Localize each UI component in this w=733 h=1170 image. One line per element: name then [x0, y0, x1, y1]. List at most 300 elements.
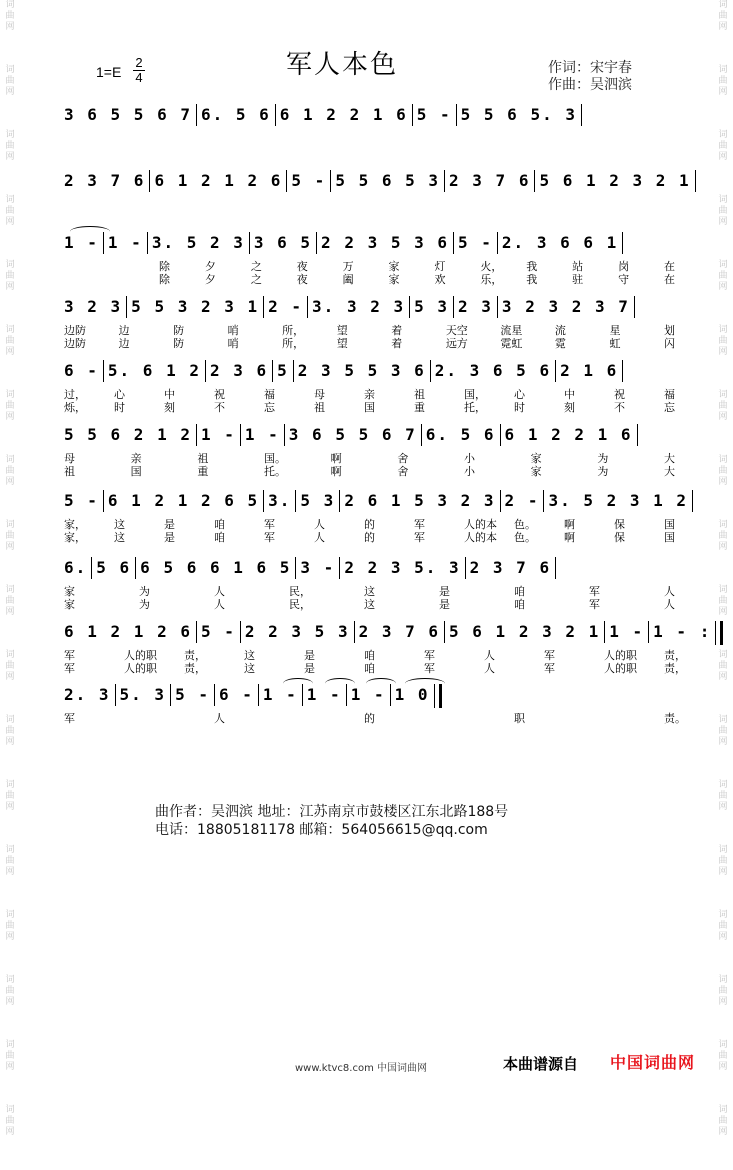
watermark-char: 曲: [718, 531, 728, 541]
lyric-syllable: 这: [244, 649, 255, 662]
lyric-syllable: 舍: [397, 452, 409, 465]
lyric-syllable: 祖: [64, 465, 75, 478]
lyric-syllable: 人的职: [604, 662, 637, 675]
lyric-syllable: 咱: [514, 585, 525, 598]
barline: [634, 296, 635, 318]
lyric-syllable: 这: [114, 518, 125, 531]
lyric-syllable: 人: [664, 598, 675, 611]
measure: 5 6 1 2 3 2 1: [449, 622, 601, 641]
watermark-group: [718, 390, 727, 423]
lyric-syllable: 的: [364, 712, 375, 725]
lyric-line: [64, 337, 680, 350]
measure: 5 3: [300, 491, 336, 510]
lyric-syllable: 啊: [564, 518, 575, 531]
lyric-syllable: 阖: [342, 273, 354, 286]
watermark-char: 曲: [718, 141, 728, 151]
barline: [465, 557, 466, 579]
lyric-syllable: 远方: [445, 337, 468, 350]
lyric-syllable: 职: [514, 712, 525, 725]
lyric-syllable: 国: [664, 518, 675, 531]
watermark-char: 词: [5, 585, 15, 595]
watermark-char: 曲: [5, 791, 15, 801]
watermark-char: 网: [5, 217, 15, 227]
watermark-char: 曲: [5, 1116, 15, 1126]
barline: [555, 360, 556, 382]
barline: [286, 170, 287, 192]
watermark-char: 曲: [5, 661, 15, 671]
watermark-char: 网: [5, 997, 15, 1007]
barline: [196, 621, 197, 643]
lyric-syllable: 霓虹: [500, 337, 523, 350]
lyric-syllable: 我: [526, 273, 538, 286]
watermark-char: 网: [718, 607, 728, 617]
lyric-syllable: 中: [164, 388, 175, 401]
measure: 6 1 2 2 1 6: [279, 105, 408, 124]
watermark-group: [5, 65, 14, 98]
watermark-group: [5, 520, 14, 553]
watermark-group: [718, 845, 727, 878]
measure: 5 -: [458, 233, 493, 252]
watermark-group: [718, 910, 727, 943]
watermark-char: 曲: [5, 596, 15, 606]
measure: 1 -: [200, 425, 236, 444]
barline: [430, 360, 431, 382]
watermark-char: 网: [5, 867, 15, 877]
notation-row: [64, 170, 691, 192]
lyric-syllable: 母: [314, 388, 325, 401]
lyric-syllable: 家: [388, 273, 400, 286]
watermark-char: 曲: [718, 921, 728, 931]
watermark-char: 曲: [5, 76, 15, 86]
measure: 5. 3: [119, 685, 167, 704]
staff-line: [64, 296, 680, 350]
lyric-syllable: 望: [336, 337, 348, 350]
lyric-syllable: 色。: [514, 518, 536, 531]
lyric-line: [64, 649, 686, 662]
measure: 5 5 6 5 3: [335, 171, 441, 190]
measure: 5 6: [96, 558, 132, 577]
measure: 6 1 2 2 1 6: [504, 425, 633, 444]
watermark-char: 网: [5, 152, 15, 162]
watermark-char: 网: [718, 152, 728, 162]
barline: [543, 490, 544, 512]
watermark-char: 网: [5, 1062, 15, 1072]
measure: 2 3 7 6: [469, 558, 552, 577]
measure: 3. 3 2 3: [312, 297, 406, 316]
barline: [103, 360, 104, 382]
lyric-syllable: 亲: [130, 452, 142, 465]
lyric-syllable: 托，: [464, 401, 486, 414]
lyric-syllable: 人: [484, 649, 495, 662]
measure: 3. 5 2 3: [151, 233, 245, 252]
measure: 3 6 5: [253, 233, 313, 252]
barline: [240, 621, 241, 643]
barline: [272, 360, 273, 382]
watermark-char: 网: [718, 22, 728, 32]
lyric-syllable: 的: [364, 531, 375, 544]
lyric-syllable: 着: [391, 324, 403, 337]
barline: [214, 684, 215, 706]
tie-mark: [366, 678, 396, 689]
lyric-syllable: 夕: [204, 273, 216, 286]
lyric-syllable: 大: [664, 452, 675, 465]
lyric-syllable: 在: [664, 260, 675, 273]
lyric-syllable: 为: [597, 452, 609, 465]
lyric-syllable: 刻: [164, 401, 175, 414]
barline: [692, 490, 693, 512]
watermark-char: 词: [5, 325, 15, 335]
watermark-char: 网: [718, 217, 728, 227]
watermark-group: [5, 845, 14, 878]
measure: 1 -: [244, 425, 280, 444]
lyric-syllable: 流星: [500, 324, 523, 337]
lyric-line: [64, 712, 686, 725]
lyric-syllable: 为: [139, 598, 150, 611]
measure: 2 3: [458, 297, 493, 316]
time-signature-bottom: 4: [133, 70, 145, 85]
watermark-group: [5, 650, 14, 683]
watermark-char: 网: [5, 477, 15, 487]
barline: [497, 232, 498, 254]
lyric-syllable: 所，: [282, 337, 305, 350]
notation-row: [64, 490, 689, 512]
watermark-char: 词: [718, 780, 728, 790]
lyric-syllable: 人: [484, 662, 495, 675]
watermark-group: [718, 780, 727, 813]
barline: [421, 424, 422, 446]
barline: [263, 296, 264, 318]
staff-line: [64, 557, 680, 611]
lyric-syllable: 色。: [514, 531, 536, 544]
measure: 3 2 3: [64, 297, 123, 316]
measure: 1 -: [64, 233, 99, 252]
barline: [500, 424, 501, 446]
barline: [196, 104, 197, 126]
watermark-char: 网: [718, 737, 728, 747]
watermark-char: 网: [5, 542, 15, 552]
lyric-syllable: 时: [514, 401, 525, 414]
measure: 2 3 7 6: [64, 171, 146, 190]
lyric-syllable: 福: [264, 388, 275, 401]
barline: [456, 104, 457, 126]
measure: 2 3 5 5 3 6: [297, 361, 426, 380]
lyric-syllable: 哨: [227, 324, 239, 337]
lyric-syllable: 母: [64, 452, 75, 465]
lyric-syllable: 托。: [264, 465, 286, 478]
lyric-syllable: 大: [664, 465, 675, 478]
lyric-syllable: 之: [250, 260, 262, 273]
watermark-char: 曲: [5, 726, 15, 736]
watermark-char: 词: [718, 585, 728, 595]
lyric-syllable: 军: [544, 662, 555, 675]
notation-row: [64, 424, 680, 446]
barline: [258, 684, 259, 706]
lyric-syllable: 乐，: [480, 273, 503, 286]
watermark-char: 网: [5, 737, 15, 747]
watermark-char: 词: [5, 260, 15, 270]
lyric-syllable: 责，: [664, 662, 686, 675]
lyric-syllable: 军: [589, 598, 600, 611]
watermark-char: 网: [718, 282, 728, 292]
lyric-syllable: 国，: [464, 388, 486, 401]
watermark-group: [5, 130, 14, 163]
watermark-char: 网: [718, 412, 728, 422]
lyric-syllable: 忘: [264, 401, 275, 414]
watermark-group: [5, 260, 14, 293]
lyric-syllable: 不: [614, 401, 625, 414]
lyric-syllable: 祝: [214, 388, 225, 401]
measure: 1 - :: [653, 622, 712, 641]
measure: 6 1 2 1 2 6: [64, 622, 192, 641]
watermark-char: 网: [718, 87, 728, 97]
lyric-syllable: 是: [439, 598, 450, 611]
barline: [339, 490, 340, 512]
barline: [695, 170, 696, 192]
lyric-syllable: 军: [64, 649, 75, 662]
barline: [147, 232, 148, 254]
lyric-syllable: 中: [564, 388, 575, 401]
lyric-syllable: 祝: [614, 388, 625, 401]
watermark-group: [718, 195, 727, 228]
barline: [284, 424, 285, 446]
lyric-syllable: 责。: [664, 712, 686, 725]
measure: 1 -: [262, 685, 298, 704]
watermark-char: 网: [718, 932, 728, 942]
notation-row: [64, 232, 680, 254]
lyric-syllable: 家: [64, 585, 75, 598]
measure: 2 6 1 5 3 2 3: [344, 491, 496, 510]
watermark-char: 曲: [5, 531, 15, 541]
measure: 2 3 7 6: [449, 171, 531, 190]
lyric-syllable: 忘: [664, 401, 675, 414]
watermark-char: 曲: [718, 466, 728, 476]
lyric-line: [64, 598, 680, 611]
measure: 5: [277, 361, 289, 380]
measure: 2 -: [268, 297, 304, 316]
credits: [548, 60, 632, 94]
watermark-char: 曲: [718, 596, 728, 606]
watermark-right: [715, 0, 731, 1170]
watermark-char: 词: [718, 1040, 728, 1050]
tie-mark: [325, 678, 355, 689]
lyric-syllable: 国。: [264, 452, 286, 465]
watermark-char: 网: [718, 477, 728, 487]
watermark-char: 词: [5, 715, 15, 725]
lyric-syllable: 责，: [184, 662, 206, 675]
lyric-syllable: 啊: [330, 465, 342, 478]
lyric-syllable: 灯: [434, 260, 446, 273]
watermark-char: 词: [718, 195, 728, 205]
lyric-syllable: 边防: [64, 324, 86, 337]
lyric-syllable: 军: [414, 531, 425, 544]
watermark-char: 词: [5, 0, 15, 10]
lyric-syllable: 小: [464, 465, 475, 478]
lyric-syllable: 人: [314, 531, 325, 544]
lyric-syllable: 亲: [364, 388, 375, 401]
staff-line: [64, 424, 680, 478]
lyric-syllable: 国: [130, 465, 142, 478]
measure: 5 -: [200, 622, 236, 641]
lyric-syllable: 火，: [480, 260, 503, 273]
lyric-syllable: 除: [159, 260, 170, 273]
watermark-group: [718, 650, 727, 683]
notation-row: [64, 360, 680, 382]
lyric-syllable: 流: [554, 324, 566, 337]
song-title: 军人本色: [286, 50, 399, 80]
barline: [622, 232, 623, 254]
lyric-syllable: 人: [314, 518, 325, 531]
lyric-syllable: 为: [597, 465, 609, 478]
lyric-syllable: 军: [544, 649, 555, 662]
watermark-char: 网: [5, 932, 15, 942]
barline: [135, 557, 136, 579]
lyric-syllable: 家: [530, 452, 542, 465]
lyric-syllable: 边: [118, 324, 130, 337]
lyric-syllable: 着: [391, 337, 403, 350]
lyric-syllable: 天空: [445, 324, 468, 337]
watermark-char: 曲: [718, 336, 728, 346]
measure: 3 -: [300, 558, 336, 577]
tie-mark: [405, 678, 445, 689]
watermark-char: 词: [718, 130, 728, 140]
lyric-syllable: 为: [139, 585, 150, 598]
watermark-group: [718, 0, 727, 33]
measure: 3 6 5 5 6 7: [288, 425, 417, 444]
staff-line: [64, 232, 680, 286]
composer-contact: [155, 803, 508, 839]
watermark-char: 网: [718, 997, 728, 1007]
measure: 6.: [64, 558, 88, 577]
lyric-line: [64, 273, 680, 286]
lyric-syllable: 之: [250, 273, 262, 286]
lyric-syllable: 是: [164, 518, 175, 531]
watermark-char: 曲: [5, 11, 15, 21]
tie-mark: [283, 678, 313, 689]
barline: [444, 621, 445, 643]
lyric-syllable: 夜: [296, 273, 308, 286]
lyric-syllable: 啊: [330, 452, 342, 465]
watermark-group: [5, 390, 14, 423]
lyric-syllable: 军: [589, 585, 600, 598]
barline: [240, 424, 241, 446]
lyric-syllable: 咱: [364, 662, 375, 675]
lyric-line: [64, 585, 680, 598]
lyric-syllable: 我: [526, 260, 538, 273]
watermark-group: [718, 325, 727, 358]
watermark-char: 曲: [718, 401, 728, 411]
watermark-char: 词: [5, 455, 15, 465]
barline: [604, 621, 605, 643]
measure: 1 0: [394, 685, 430, 704]
site-url[interactable]: www.ktvc8.com 中国词曲网: [295, 1063, 428, 1074]
barline: [444, 170, 445, 192]
watermark-char: 词: [5, 520, 15, 530]
barline: [293, 360, 294, 382]
watermark-group: [5, 1040, 14, 1073]
watermark-group: [5, 325, 14, 358]
barline: [295, 490, 296, 512]
watermark-group: [718, 585, 727, 618]
lyric-syllable: 咱: [214, 531, 225, 544]
barline: [648, 621, 649, 643]
lyric-syllable: 划: [664, 324, 675, 337]
watermark-char: 网: [718, 867, 728, 877]
barline: [453, 296, 454, 318]
watermark-char: 词: [5, 65, 15, 75]
staff-line: [64, 490, 689, 544]
lyric-syllable: 人: [214, 585, 225, 598]
measure: 5 -: [64, 491, 99, 510]
watermark-char: 网: [5, 347, 15, 357]
contact-phone-email: 电话：18805181178 邮箱：564056615@qq.com: [155, 822, 488, 838]
measure: 2 3 6: [209, 361, 269, 380]
lyric-syllable: 夕: [204, 260, 216, 273]
lyric-syllable: 咱: [364, 649, 375, 662]
measure: 1 -: [609, 622, 645, 641]
watermark-group: [5, 780, 14, 813]
lyric-syllable: 保: [614, 531, 625, 544]
staff-line: [64, 360, 680, 414]
watermark-char: 词: [718, 390, 728, 400]
measure: 5 6 1 2 3 2 1: [539, 171, 691, 190]
lyric-syllable: 福: [664, 388, 675, 401]
measure: 2. 3 6 6 1: [501, 233, 619, 252]
barline: [307, 296, 308, 318]
lyric-syllable: 人的职: [124, 649, 157, 662]
measure: 3 2 3 2 3 7: [501, 297, 630, 316]
lyric-syllable: 防: [173, 324, 185, 337]
measure: 3. 5 2 3 1 2: [548, 491, 689, 510]
lyric-syllable: 在: [664, 273, 675, 286]
measure: 3.: [268, 491, 292, 510]
lyric-syllable: 民，: [289, 585, 311, 598]
brand-logo[interactable]: 中国词曲网: [610, 1053, 696, 1072]
watermark-char: 网: [5, 412, 15, 422]
watermark-char: 词: [5, 910, 15, 920]
lyric-syllable: 星: [609, 324, 621, 337]
lyric-syllable: 虹: [609, 337, 621, 350]
lyric-syllable: 过，: [64, 388, 86, 401]
watermark-group: [5, 715, 14, 748]
lyric-syllable: 是: [304, 662, 315, 675]
measure: 2 2 3 5 3: [244, 622, 350, 641]
barline: [316, 232, 317, 254]
watermark-char: 网: [5, 87, 15, 97]
watermark-char: 词: [5, 1105, 15, 1115]
lyric-syllable: 责，: [664, 649, 686, 662]
watermark-group: [5, 975, 14, 1008]
watermark-char: 词: [718, 0, 728, 10]
lyric-syllable: 重: [414, 401, 425, 414]
lyric-syllable: 人的本: [464, 518, 497, 531]
lyric-syllable: 咱: [514, 598, 525, 611]
watermark-char: 曲: [5, 336, 15, 346]
watermark-char: 曲: [718, 1116, 728, 1126]
lyric-syllable: 防: [173, 337, 185, 350]
lyric-syllable: 万: [342, 260, 354, 273]
lyric-syllable: 啊: [564, 531, 575, 544]
watermark-group: [718, 260, 727, 293]
watermark-char: 曲: [5, 401, 15, 411]
lyric-syllable: 心: [514, 388, 525, 401]
barline: [497, 296, 498, 318]
watermark-char: 曲: [5, 921, 15, 931]
time-signature: [133, 56, 145, 85]
tie-mark: [70, 226, 110, 237]
watermark-group: [5, 0, 14, 33]
measure: 5. 6 1 2: [107, 361, 201, 380]
watermark-char: 网: [718, 1127, 728, 1137]
